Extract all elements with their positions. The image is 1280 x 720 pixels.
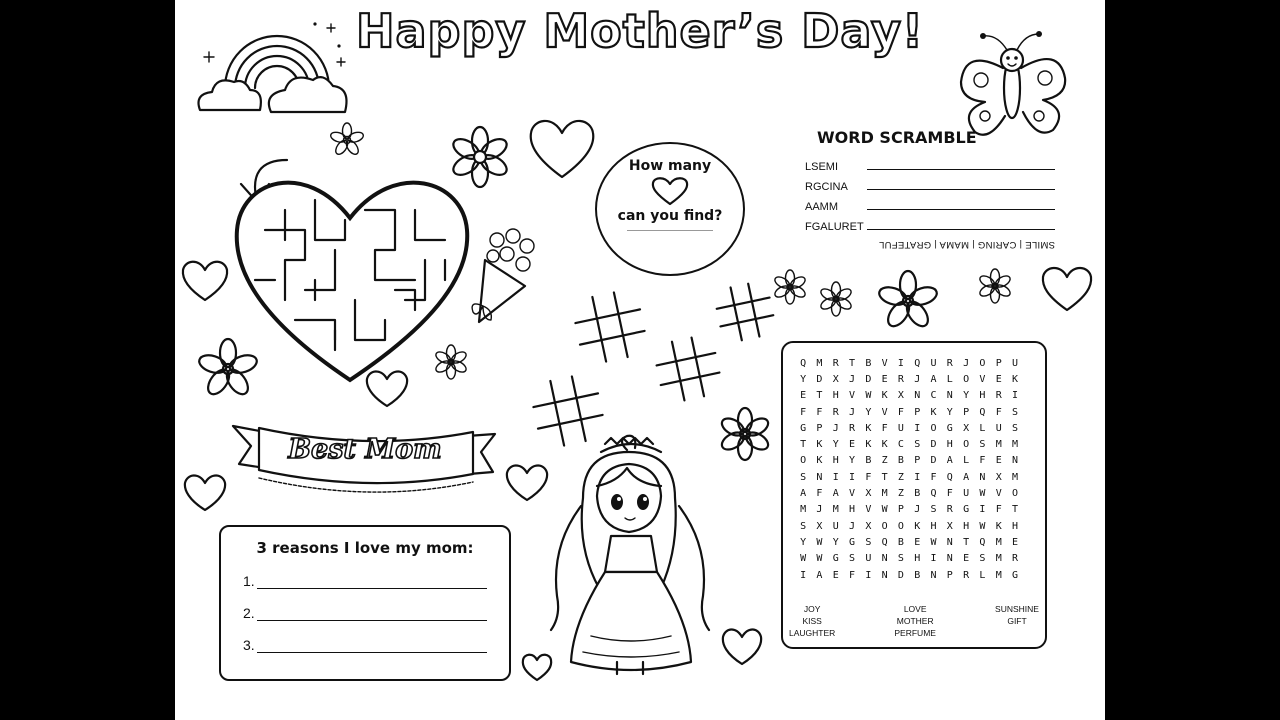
grid-letter: H bbox=[832, 390, 839, 402]
grid-letter: L bbox=[946, 373, 953, 385]
grid-letter: B bbox=[897, 536, 904, 548]
grid-letter: Q bbox=[881, 536, 888, 548]
grid-letter: D bbox=[865, 373, 872, 385]
tic-tac-toe-grid bbox=[715, 282, 775, 342]
grid-row bbox=[795, 355, 1023, 371]
grid-letter: J bbox=[816, 504, 823, 516]
grid-letter: L bbox=[979, 569, 986, 581]
grid-letter: I bbox=[800, 569, 807, 581]
grid-row bbox=[795, 518, 1023, 534]
grid-letter: X bbox=[897, 390, 904, 402]
grid-letter: X bbox=[865, 520, 872, 532]
grid-letter: K bbox=[881, 439, 888, 451]
grid-letter: C bbox=[897, 439, 904, 451]
grid-letter: A bbox=[963, 471, 970, 483]
grid-letter: E bbox=[1011, 536, 1019, 548]
grid-letter: B bbox=[914, 569, 921, 581]
grid-letter: W bbox=[865, 390, 872, 402]
flower-icon bbox=[431, 342, 471, 382]
tic-tac-toe-grid bbox=[655, 336, 721, 402]
grid-letter: P bbox=[995, 357, 1002, 369]
grid-letter: W bbox=[930, 536, 937, 548]
grid-letter: P bbox=[914, 455, 921, 467]
grid-letter: N bbox=[946, 536, 953, 548]
page-title: Happy Mother’s Day! bbox=[356, 4, 924, 58]
reasons-title: 3 reasons I love my mom: bbox=[256, 539, 474, 557]
grid-letter: H bbox=[930, 520, 937, 532]
grid-letter: R bbox=[995, 390, 1002, 402]
grid-letter: X bbox=[832, 373, 839, 385]
grid-letter: F bbox=[816, 406, 823, 418]
grid-letter: X bbox=[946, 520, 953, 532]
grid-letter: V bbox=[881, 406, 888, 418]
grid-letter: S bbox=[930, 504, 937, 516]
grid-letter: E bbox=[995, 455, 1002, 467]
grid-letter: U bbox=[832, 520, 839, 532]
grid-letter: S bbox=[849, 553, 856, 565]
wordlist-word: LOVE bbox=[903, 604, 927, 614]
grid-letter: S bbox=[1011, 406, 1019, 418]
grid-letter: K bbox=[1011, 373, 1019, 385]
grid-letter: M bbox=[1011, 439, 1019, 451]
grid-letter: G bbox=[832, 553, 839, 565]
grid-letter: R bbox=[946, 357, 953, 369]
grid-letter: E bbox=[800, 390, 807, 402]
grid-letter: F bbox=[979, 455, 986, 467]
grid-letter: P bbox=[963, 406, 970, 418]
grid-letter: B bbox=[865, 455, 872, 467]
wordlist-word: KISS bbox=[802, 616, 822, 626]
grid-letter: E bbox=[832, 569, 839, 581]
answer-line bbox=[867, 198, 1055, 210]
grid-letter: U bbox=[963, 488, 970, 500]
grid-letter: Y bbox=[800, 373, 807, 385]
grid-letter: N bbox=[1011, 455, 1019, 467]
grid-letter: N bbox=[881, 553, 888, 565]
grid-letter: H bbox=[832, 455, 839, 467]
grid-letter: T bbox=[816, 390, 823, 402]
scrambled-word: RGCINA bbox=[805, 181, 848, 193]
scrambled-word: AAMM bbox=[805, 201, 838, 213]
heart-icon bbox=[1041, 264, 1093, 312]
grid-letter: G bbox=[963, 504, 970, 516]
flower-icon bbox=[975, 266, 1015, 306]
grid-letter: I bbox=[930, 553, 937, 565]
grid-letter: Y bbox=[849, 455, 856, 467]
grid-letter: S bbox=[979, 553, 986, 565]
grid-letter: A bbox=[946, 455, 953, 467]
scrambled-word: FGALURET bbox=[805, 221, 864, 233]
grid-letter: M bbox=[995, 569, 1002, 581]
grid-letter: R bbox=[897, 373, 904, 385]
answer-line bbox=[867, 218, 1055, 230]
grid-letter: J bbox=[914, 504, 921, 516]
grid-letter: G bbox=[849, 536, 856, 548]
grid-row bbox=[795, 567, 1023, 583]
grid-letter: S bbox=[979, 439, 986, 451]
word-search-grid bbox=[795, 355, 1023, 583]
grid-letter: F bbox=[849, 569, 856, 581]
reason-number: 3. bbox=[243, 637, 255, 653]
wordlist-word: JOY bbox=[803, 604, 821, 614]
grid-letter: S bbox=[800, 471, 807, 483]
grid-letter: C bbox=[930, 390, 937, 402]
grid-letter: G bbox=[1011, 569, 1019, 581]
grid-letter: K bbox=[881, 390, 888, 402]
grid-letter: P bbox=[897, 504, 904, 516]
heart-icon bbox=[183, 472, 227, 512]
grid-letter: V bbox=[979, 373, 986, 385]
word-scramble bbox=[805, 128, 1055, 250]
grid-letter: U bbox=[1011, 357, 1019, 369]
grid-letter: I bbox=[849, 471, 856, 483]
grid-letter: H bbox=[963, 520, 970, 532]
grid-letter: Y bbox=[832, 536, 839, 548]
grid-letter: Q bbox=[930, 488, 937, 500]
answer-line bbox=[257, 606, 487, 621]
scramble-row bbox=[805, 153, 1055, 173]
grid-letter: W bbox=[816, 553, 823, 565]
grid-letter: W bbox=[979, 520, 986, 532]
grid-letter: K bbox=[816, 439, 823, 451]
grid-row bbox=[795, 551, 1023, 567]
reason-row bbox=[243, 565, 487, 589]
scramble-row bbox=[805, 173, 1055, 193]
grid-letter: V bbox=[865, 504, 872, 516]
grid-letter: G bbox=[946, 422, 953, 434]
grid-letter: M bbox=[816, 357, 823, 369]
grid-letter: F bbox=[897, 406, 904, 418]
grid-letter: M bbox=[881, 488, 888, 500]
word-search bbox=[781, 341, 1047, 649]
grid-letter: D bbox=[930, 455, 937, 467]
wordlist-column bbox=[894, 603, 936, 639]
grid-letter: W bbox=[881, 504, 888, 516]
count-question-line2: can you find? bbox=[617, 208, 723, 224]
grid-letter: W bbox=[800, 553, 807, 565]
grid-letter: Y bbox=[800, 536, 807, 548]
activity-placemat bbox=[175, 0, 1105, 720]
grid-letter: H bbox=[1011, 520, 1019, 532]
grid-letter: Q bbox=[979, 536, 986, 548]
grid-letter: R bbox=[1011, 553, 1019, 565]
grid-letter: S bbox=[1011, 422, 1019, 434]
grid-letter: I bbox=[832, 471, 839, 483]
grid-letter: F bbox=[995, 406, 1002, 418]
grid-row bbox=[795, 420, 1023, 436]
grid-letter: I bbox=[979, 504, 986, 516]
bouquet-icon bbox=[465, 226, 555, 334]
grid-row bbox=[795, 371, 1023, 387]
grid-letter: S bbox=[800, 520, 807, 532]
count-question-line1: How many bbox=[628, 158, 712, 174]
grid-row bbox=[795, 502, 1023, 518]
heart-icon bbox=[365, 368, 409, 408]
grid-row bbox=[795, 404, 1023, 420]
grid-letter: N bbox=[816, 471, 823, 483]
grid-letter: X bbox=[995, 471, 1002, 483]
grid-letter: N bbox=[914, 390, 921, 402]
grid-letter: M bbox=[800, 504, 807, 516]
grid-letter: A bbox=[832, 488, 839, 500]
grid-letter: R bbox=[832, 406, 839, 418]
grid-letter: O bbox=[963, 439, 970, 451]
grid-letter: T bbox=[1011, 504, 1019, 516]
grid-letter: F bbox=[800, 406, 807, 418]
grid-letter: J bbox=[963, 357, 970, 369]
grid-letter: I bbox=[865, 569, 872, 581]
grid-letter: K bbox=[995, 520, 1002, 532]
grid-letter: V bbox=[849, 488, 856, 500]
grid-letter: N bbox=[930, 569, 937, 581]
grid-letter: Q bbox=[800, 357, 807, 369]
answer-line bbox=[257, 574, 487, 589]
grid-letter: O bbox=[800, 455, 807, 467]
grid-letter: A bbox=[930, 373, 937, 385]
reason-number: 2. bbox=[243, 605, 255, 621]
grid-letter: Q bbox=[979, 406, 986, 418]
grid-row bbox=[795, 388, 1023, 404]
wordlist-word: LAUGHTER bbox=[789, 628, 836, 638]
grid-letter: K bbox=[865, 422, 872, 434]
grid-letter: T bbox=[849, 357, 856, 369]
wordlist-word: PERFUME bbox=[894, 628, 936, 638]
grid-letter: T bbox=[800, 439, 807, 451]
tic-tac-toe-grid bbox=[573, 290, 647, 364]
grid-letter: K bbox=[865, 439, 872, 451]
grid-letter: W bbox=[979, 488, 986, 500]
grid-letter: N bbox=[946, 553, 953, 565]
grid-letter: K bbox=[816, 455, 823, 467]
grid-letter: O bbox=[963, 373, 970, 385]
grid-letter: R bbox=[946, 504, 953, 516]
heart-icon bbox=[527, 115, 597, 181]
scramble-row bbox=[805, 213, 1055, 233]
grid-letter: W bbox=[816, 536, 823, 548]
grid-letter: V bbox=[849, 390, 856, 402]
grid-letter: P bbox=[914, 406, 921, 418]
grid-letter: S bbox=[914, 439, 921, 451]
grid-letter: F bbox=[946, 488, 953, 500]
grid-letter: O bbox=[881, 520, 888, 532]
grid-letter: Y bbox=[865, 406, 872, 418]
wordlist-word: SUNSHINE bbox=[995, 604, 1039, 614]
grid-letter: T bbox=[881, 471, 888, 483]
grid-letter: B bbox=[865, 357, 872, 369]
grid-letter: Q bbox=[946, 471, 953, 483]
grid-letter: O bbox=[930, 422, 937, 434]
grid-letter: Y bbox=[963, 390, 970, 402]
grid-letter: V bbox=[995, 488, 1002, 500]
grid-letter: P bbox=[946, 569, 953, 581]
grid-letter: J bbox=[849, 373, 856, 385]
grid-letter: M bbox=[995, 536, 1002, 548]
grid-letter: X bbox=[816, 520, 823, 532]
grid-letter: V bbox=[881, 357, 888, 369]
reason-row bbox=[243, 629, 487, 653]
scrambled-word: LSEMI bbox=[805, 161, 839, 173]
grid-row bbox=[795, 534, 1023, 550]
grid-letter: D bbox=[816, 373, 823, 385]
grid-letter: F bbox=[816, 488, 823, 500]
reason-row bbox=[243, 597, 487, 621]
grid-letter: L bbox=[963, 455, 970, 467]
grid-letter: O bbox=[897, 520, 904, 532]
flower-icon bbox=[327, 120, 367, 160]
grid-letter: E bbox=[914, 536, 921, 548]
word-scramble-title: WORD SCRAMBLE bbox=[817, 128, 977, 147]
grid-letter: S bbox=[897, 553, 904, 565]
grid-letter: J bbox=[914, 373, 921, 385]
grid-letter: F bbox=[930, 471, 937, 483]
wordlist-word: MOTHER bbox=[896, 616, 934, 626]
grid-letter: X bbox=[865, 488, 872, 500]
grid-letter: P bbox=[816, 422, 823, 434]
grid-letter: E bbox=[881, 373, 888, 385]
grid-row bbox=[795, 436, 1023, 452]
grid-letter: E bbox=[995, 373, 1002, 385]
grid-letter: Z bbox=[897, 471, 904, 483]
grid-letter: I bbox=[914, 422, 921, 434]
grid-row bbox=[795, 469, 1023, 485]
grid-letter: X bbox=[963, 422, 970, 434]
heart-icon bbox=[650, 176, 690, 206]
grid-letter: H bbox=[914, 553, 921, 565]
grid-letter: N bbox=[979, 471, 986, 483]
grid-letter: E bbox=[849, 439, 856, 451]
grid-letter: R bbox=[832, 357, 839, 369]
grid-letter: B bbox=[897, 455, 904, 467]
grid-letter: G bbox=[800, 422, 807, 434]
scramble-answer-key: SMILE | CARING | MAMA | GRATEFUL bbox=[878, 239, 1055, 250]
grid-letter: Q bbox=[914, 357, 921, 369]
princess-girl-illustration bbox=[531, 436, 731, 680]
grid-letter: H bbox=[849, 504, 856, 516]
grid-letter: F bbox=[865, 471, 872, 483]
grid-letter: U bbox=[865, 553, 872, 565]
grid-letter: L bbox=[979, 422, 986, 434]
grid-letter: O bbox=[1011, 488, 1019, 500]
reason-number: 1. bbox=[243, 573, 255, 589]
grid-letter: I bbox=[897, 357, 904, 369]
grid-letter: D bbox=[930, 439, 937, 451]
grid-letter: Z bbox=[897, 488, 904, 500]
grid-letter: I bbox=[914, 471, 921, 483]
grid-letter: E bbox=[963, 553, 970, 565]
count-hearts-question bbox=[595, 142, 745, 276]
grid-letter: B bbox=[914, 488, 921, 500]
heart-icon bbox=[181, 258, 229, 302]
grid-letter: O bbox=[979, 357, 986, 369]
flower-icon bbox=[445, 122, 515, 192]
grid-letter: H bbox=[946, 439, 953, 451]
grid-letter: Y bbox=[832, 439, 839, 451]
grid-letter: K bbox=[930, 406, 937, 418]
scramble-row bbox=[805, 193, 1055, 213]
grid-letter: F bbox=[881, 422, 888, 434]
grid-letter: U bbox=[930, 357, 937, 369]
grid-letter: K bbox=[914, 520, 921, 532]
butterfly-icon bbox=[955, 28, 1070, 143]
grid-letter: S bbox=[865, 536, 872, 548]
answer-line bbox=[867, 178, 1055, 190]
answer-line bbox=[867, 158, 1055, 170]
grid-letter: D bbox=[897, 569, 904, 581]
grid-row bbox=[795, 485, 1023, 501]
grid-letter: M bbox=[1011, 471, 1019, 483]
grid-letter: J bbox=[849, 406, 856, 418]
answer-line bbox=[627, 230, 713, 231]
reasons-box bbox=[219, 525, 511, 681]
wordlist-word: GIFT bbox=[1007, 616, 1027, 626]
grid-letter: M bbox=[995, 553, 1002, 565]
grid-letter: A bbox=[800, 488, 807, 500]
grid-letter: T bbox=[963, 536, 970, 548]
grid-letter: Z bbox=[881, 455, 888, 467]
grid-letter: A bbox=[816, 569, 823, 581]
flower-icon bbox=[817, 280, 855, 318]
grid-letter: J bbox=[849, 520, 856, 532]
grid-row bbox=[795, 453, 1023, 469]
word-search-wordlist bbox=[789, 603, 1039, 639]
grid-letter: F bbox=[995, 504, 1002, 516]
grid-letter: U bbox=[995, 422, 1002, 434]
grid-letter: R bbox=[963, 569, 970, 581]
grid-letter: U bbox=[897, 422, 904, 434]
wordlist-column bbox=[995, 603, 1039, 639]
banner-text: Best Mom bbox=[288, 434, 442, 465]
grid-letter: N bbox=[946, 390, 953, 402]
flower-icon bbox=[771, 268, 809, 306]
grid-letter: M bbox=[995, 439, 1002, 451]
rainbow-icon bbox=[195, 18, 360, 123]
grid-letter: M bbox=[832, 504, 839, 516]
flower-icon bbox=[873, 266, 943, 336]
grid-letter: J bbox=[832, 422, 839, 434]
wordlist-column bbox=[789, 603, 835, 639]
grid-letter: I bbox=[1011, 390, 1019, 402]
grid-letter: H bbox=[979, 390, 986, 402]
grid-letter: Y bbox=[946, 406, 953, 418]
grid-letter: N bbox=[881, 569, 888, 581]
flower-icon bbox=[193, 334, 263, 404]
grid-letter: R bbox=[849, 422, 856, 434]
answer-line bbox=[257, 638, 487, 653]
